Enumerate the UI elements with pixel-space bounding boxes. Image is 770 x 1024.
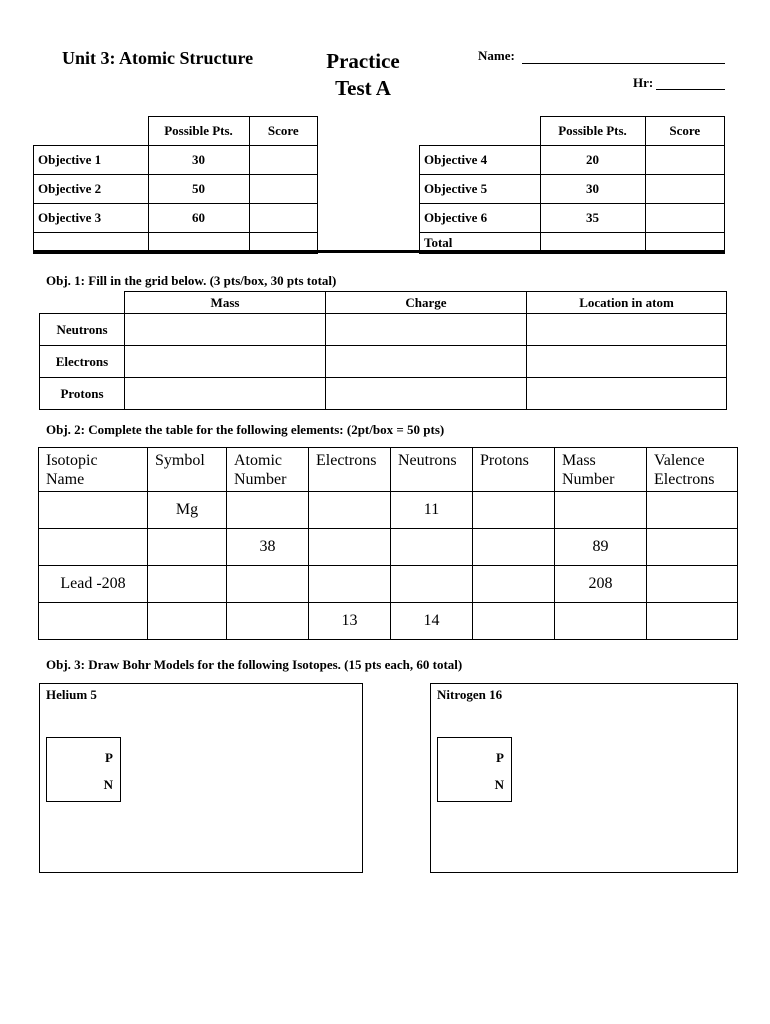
table-cell[interactable] xyxy=(647,603,738,640)
col-mass-number xyxy=(555,448,647,492)
col-charge: Charge xyxy=(326,292,527,314)
table-cell[interactable]: 14 xyxy=(391,603,473,640)
proton-label: P xyxy=(105,750,113,765)
obj1-heading: Obj. 1: Fill in the grid below. (3 pts/box, 30 pts total) xyxy=(46,273,337,288)
table-row xyxy=(39,492,738,529)
col-line: Neutrons xyxy=(398,452,457,469)
objective-label: Objective 3 xyxy=(34,204,149,233)
col-line: Mass xyxy=(562,452,596,469)
answer-cell[interactable] xyxy=(125,378,326,410)
possible-pts-value: 50 xyxy=(148,175,249,204)
table-cell[interactable] xyxy=(148,566,227,603)
table-cell[interactable] xyxy=(647,566,738,603)
table-cell[interactable] xyxy=(473,529,555,566)
table-cell[interactable]: 89 xyxy=(555,529,647,566)
col-neutrons xyxy=(391,448,473,492)
obj3-heading: Obj. 3: Draw Bohr Models for the following Isotopes. (15 pts each, 60 total) xyxy=(46,657,463,672)
table-cell[interactable] xyxy=(391,566,473,603)
table-cell[interactable] xyxy=(647,492,738,529)
bohr-model-box-helium[interactable] xyxy=(39,683,363,873)
col-line: Number xyxy=(562,471,615,488)
hour-label: Hr: xyxy=(633,75,654,90)
col-location: Location in atom xyxy=(527,292,727,314)
score-cell[interactable] xyxy=(645,175,725,204)
neutron-label: N xyxy=(494,777,504,792)
col-line: Isotopic xyxy=(46,452,98,469)
col-electrons xyxy=(309,448,391,492)
col-isotopic-name xyxy=(39,448,148,492)
answer-cell[interactable] xyxy=(326,346,527,378)
blank-corner xyxy=(34,117,149,146)
table-row xyxy=(39,566,738,603)
possible-pts-value: 30 xyxy=(540,175,645,204)
col-line: Number xyxy=(234,471,287,488)
possible-pts-value: 20 xyxy=(540,146,645,175)
blank-corner xyxy=(40,292,125,314)
name-label: Name: xyxy=(478,48,515,63)
bohr-model-title: Nitrogen 16 xyxy=(437,687,503,702)
table-cell[interactable] xyxy=(39,603,148,640)
table-cell[interactable] xyxy=(473,603,555,640)
test-title xyxy=(322,48,404,102)
table-cell[interactable] xyxy=(148,529,227,566)
objective-label: Objective 2 xyxy=(34,175,149,204)
table-cell[interactable]: Lead -208 xyxy=(39,566,148,603)
unit-title: Unit 3: Atomic Structure xyxy=(62,48,254,68)
blank-corner xyxy=(420,117,541,146)
obj2-heading: Obj. 2: Complete the table for the following elements: (2pt/box = 50 pts) xyxy=(46,422,445,437)
table-cell[interactable]: 13 xyxy=(309,603,391,640)
table-cell[interactable] xyxy=(227,566,309,603)
row-electrons: Electrons xyxy=(40,346,125,378)
table-cell[interactable] xyxy=(473,492,555,529)
table-cell[interactable] xyxy=(555,492,647,529)
obj2-table xyxy=(38,447,738,640)
answer-cell[interactable] xyxy=(527,314,727,346)
answer-cell[interactable] xyxy=(527,378,727,410)
section-divider xyxy=(33,250,725,253)
table-cell[interactable] xyxy=(227,492,309,529)
table-cell[interactable] xyxy=(148,603,227,640)
neutron-label: N xyxy=(103,777,113,792)
table-cell[interactable] xyxy=(39,492,148,529)
col-line: Protons xyxy=(480,452,529,469)
table-row xyxy=(39,529,738,566)
col-protons xyxy=(473,448,555,492)
objective-label: Objective 4 xyxy=(420,146,541,175)
objective-label: Objective 5 xyxy=(420,175,541,204)
score-cell[interactable] xyxy=(249,175,318,204)
nucleus-box[interactable] xyxy=(437,737,512,802)
score-table-right xyxy=(419,116,725,254)
row-protons: Protons xyxy=(40,378,125,410)
col-symbol xyxy=(148,448,227,492)
total-label: Total xyxy=(420,233,541,254)
table-cell[interactable]: 208 xyxy=(555,566,647,603)
table-cell[interactable] xyxy=(473,566,555,603)
possible-pts-value: 35 xyxy=(540,204,645,233)
obj1-grid xyxy=(39,291,727,410)
col-line: Valence xyxy=(654,452,705,469)
nucleus-box[interactable] xyxy=(46,737,121,802)
possible-pts-value: 30 xyxy=(148,146,249,175)
col-possible-pts: Possible Pts. xyxy=(148,117,249,146)
objective-label: Objective 1 xyxy=(34,146,149,175)
col-mass: Mass xyxy=(125,292,326,314)
table-cell[interactable] xyxy=(309,492,391,529)
table-cell[interactable]: Mg xyxy=(148,492,227,529)
table-cell[interactable]: 11 xyxy=(391,492,473,529)
name-field[interactable] xyxy=(522,63,725,64)
answer-cell[interactable] xyxy=(326,314,527,346)
score-table-left xyxy=(33,116,318,254)
col-line: Atomic xyxy=(234,452,282,469)
table-row xyxy=(39,603,738,640)
answer-cell[interactable] xyxy=(125,346,326,378)
answer-cell[interactable] xyxy=(326,378,527,410)
table-cell[interactable] xyxy=(647,529,738,566)
score-cell[interactable] xyxy=(249,204,318,233)
table-cell[interactable] xyxy=(391,529,473,566)
col-line: Electrons xyxy=(316,452,377,469)
score-cell[interactable] xyxy=(249,146,318,175)
answer-cell[interactable] xyxy=(527,346,727,378)
col-line: Name xyxy=(46,471,85,488)
answer-cell[interactable] xyxy=(125,314,326,346)
hour-field[interactable] xyxy=(656,89,725,90)
proton-label: P xyxy=(496,750,504,765)
bohr-model-box-nitrogen[interactable] xyxy=(430,683,738,873)
score-cell[interactable] xyxy=(645,204,725,233)
possible-pts-value: 60 xyxy=(148,204,249,233)
col-line: Symbol xyxy=(155,452,205,469)
col-score: Score xyxy=(645,117,725,146)
col-possible-pts: Possible Pts. xyxy=(540,117,645,146)
objective-label: Objective 6 xyxy=(420,204,541,233)
col-atomic-number xyxy=(227,448,309,492)
col-score: Score xyxy=(249,117,318,146)
col-valence-electrons xyxy=(647,448,738,492)
test-title-line2: Test A xyxy=(335,76,391,100)
col-line: Electrons xyxy=(654,471,715,488)
row-neutrons: Neutrons xyxy=(40,314,125,346)
table-cell[interactable] xyxy=(39,529,148,566)
table-cell[interactable] xyxy=(309,529,391,566)
table-cell[interactable] xyxy=(555,603,647,640)
table-cell[interactable] xyxy=(227,603,309,640)
bohr-model-title: Helium 5 xyxy=(46,687,97,702)
score-cell[interactable] xyxy=(645,146,725,175)
table-cell[interactable] xyxy=(309,566,391,603)
test-title-line1: Practice xyxy=(326,49,400,73)
table-cell[interactable]: 38 xyxy=(227,529,309,566)
